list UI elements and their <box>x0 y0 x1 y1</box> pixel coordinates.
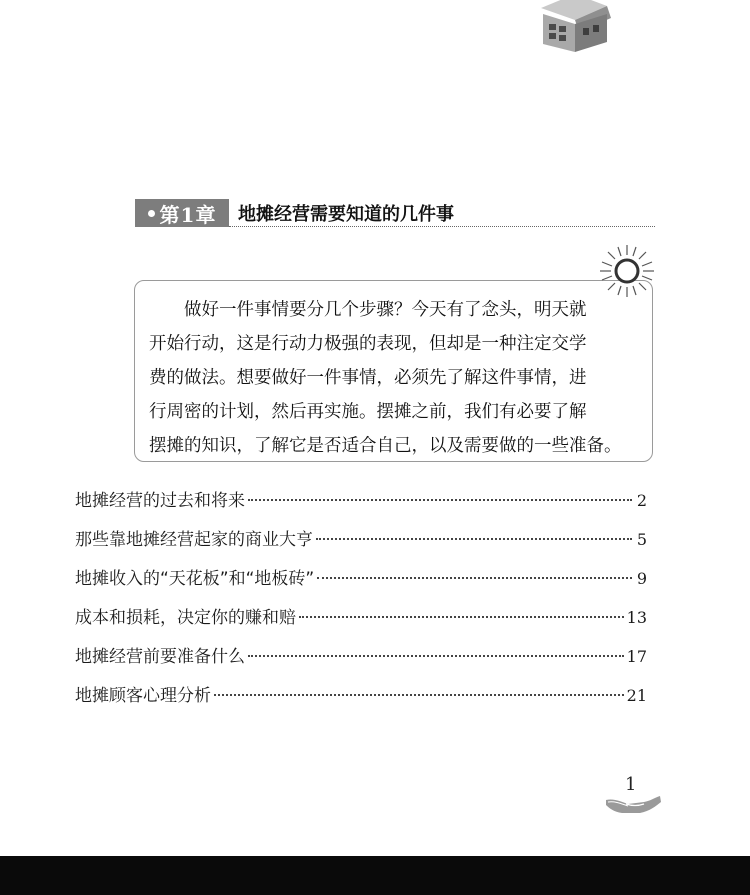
chapter-header <box>135 199 655 229</box>
toc-dot-leader <box>248 655 624 657</box>
sun-icon <box>596 243 656 299</box>
toc-dot-leader <box>299 616 624 618</box>
toc-dot-leader <box>248 499 632 501</box>
intro-line: 费的做法。想要做好一件事情，必须先了解这件事情，进 <box>149 368 587 388</box>
intro-line: 行周密的计划，然后再实施。摆摊之前，我们有必要了解 <box>149 402 587 422</box>
toc-entry-page: 21 <box>626 686 647 705</box>
hand-icon <box>604 792 662 816</box>
chapter-badge <box>135 199 229 227</box>
toc-entry[interactable] <box>75 486 647 525</box>
intro-box <box>134 280 653 462</box>
toc-dot-leader <box>316 538 632 540</box>
toc-entry-title: 地摊经营前要准备什么 <box>75 647 245 667</box>
page-number: 1 <box>625 774 637 795</box>
toc-entry-title: 地摊经营的过去和将来 <box>75 491 245 511</box>
toc-entry[interactable] <box>75 642 647 681</box>
toc-dot-leader <box>317 577 632 579</box>
toc-entry-page: 9 <box>636 569 647 588</box>
bullet-dot-icon <box>148 210 155 217</box>
toc-entry-page: 13 <box>626 608 647 627</box>
toc-entry[interactable] <box>75 564 647 603</box>
chapter-underline <box>229 226 655 227</box>
bottom-bar <box>0 856 750 895</box>
toc-entry-title: 地摊收入的“天花板”和“地板砖” <box>75 569 315 589</box>
toc-entry-title: 那些靠地摊经营起家的商业大亨 <box>75 530 313 550</box>
chapter-badge-label: 第1章 <box>159 202 217 227</box>
intro-line: 摆摊的知识，了解它是否适合自己，以及需要做的一些准备。 <box>149 436 622 456</box>
chapter-title: 地摊经营需要知道的几件事 <box>238 204 454 225</box>
toc-entry-title: 成本和损耗，决定你的赚和赔 <box>75 608 296 628</box>
table-of-contents <box>75 486 647 720</box>
toc-entry[interactable] <box>75 525 647 564</box>
toc-entry[interactable] <box>75 603 647 642</box>
toc-entry-page: 5 <box>636 530 647 549</box>
intro-line: 开始行动，这是行动力极强的表现，但却是一种注定交学 <box>149 334 587 354</box>
toc-entry-page: 17 <box>626 647 647 666</box>
toc-entry[interactable] <box>75 681 647 720</box>
house-icon <box>535 0 617 60</box>
toc-entry-page: 2 <box>636 491 647 510</box>
intro-line: 做好一件事情要分几个步骤？今天有了念头，明天就 <box>184 300 587 320</box>
toc-dot-leader <box>214 694 624 696</box>
toc-entry-title: 地摊顾客心理分析 <box>75 686 211 706</box>
